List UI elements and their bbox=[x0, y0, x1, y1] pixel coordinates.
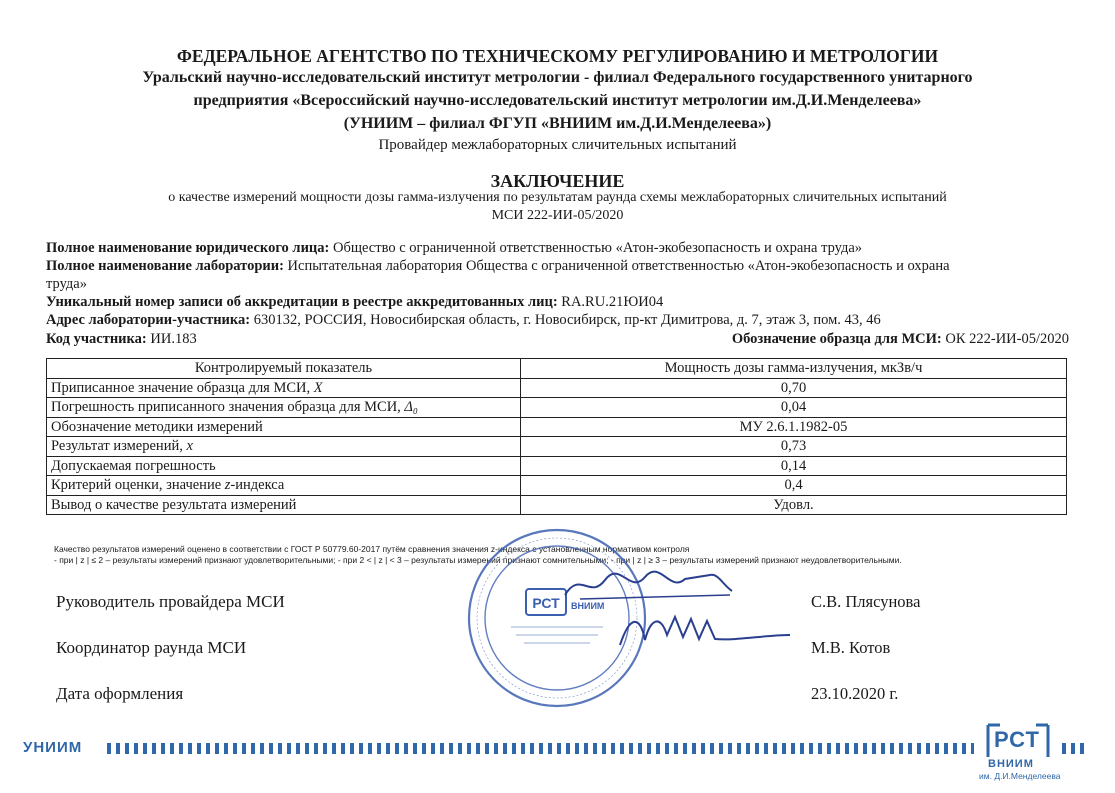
results-table bbox=[46, 358, 1067, 515]
rst-logo: РСТ bbox=[994, 727, 1040, 752]
vniim-logo: ВНИИМ bbox=[988, 758, 1034, 770]
address-line bbox=[46, 312, 881, 329]
row-label-text: Критерий оценки, значение bbox=[51, 477, 225, 494]
row-label bbox=[47, 378, 521, 398]
row-label: Допускаемая погрешность bbox=[47, 456, 521, 476]
head-label: Руководитель провайдера МСИ bbox=[56, 592, 285, 611]
sample-line bbox=[732, 331, 1069, 348]
lab-name-label: Полное наименование лаборатории: bbox=[46, 258, 284, 274]
evaluation-criteria: - при | z | ≤ 2 – результаты измерений признают удовлетворительными; - при 2 < | z | < 3 – результаты измерений признают сомнительными; - при | z | ≥ 3 – результаты измерений признают неудовлетворительными. bbox=[54, 555, 902, 565]
row-value: 0,04 bbox=[521, 398, 1067, 418]
address-label: Адрес лаборатории-участника: bbox=[46, 312, 251, 328]
document-subtitle: о качестве измерений мощности дозы гамма-излучения по результатам раунда схемы межлабораторных сличительных испытаний bbox=[168, 190, 947, 205]
table-row bbox=[47, 437, 1067, 457]
head-name: С.В. Плясунова bbox=[811, 592, 921, 611]
uniim-logo: УНИИМ bbox=[23, 739, 83, 756]
vniim-subtitle: им. Д.И.Менделеева bbox=[979, 771, 1061, 781]
table-header-value: Мощность дозы гамма-излучения, мкЗв/ч bbox=[521, 359, 1067, 379]
row-symbol: z bbox=[224, 477, 231, 494]
table-row bbox=[47, 495, 1067, 515]
row-label: Вывод о качестве результата измерений bbox=[47, 495, 521, 515]
row-label bbox=[47, 476, 521, 496]
institute-line-2: предприятия «Всероссийский научно-исследовательский институт метрологии им.Д.И.Менделеева» bbox=[193, 92, 922, 109]
evaluation-note: Качество результатов измерений оценено в соответствии с ГОСТ Р 50779.60-2017 путём сравнения значения z-индекса с установленным нормативом контроля bbox=[54, 544, 690, 554]
document-title: ЗАКЛЮЧЕНИЕ bbox=[490, 171, 625, 191]
table-header-row bbox=[47, 359, 1067, 379]
row-symbol: Δ₀ bbox=[404, 399, 418, 416]
participant-code-value: ИИ.183 bbox=[150, 331, 197, 347]
accreditation-value: RA.RU.21ЮИ04 bbox=[561, 294, 664, 310]
stamp-center-name: ВНИИМ bbox=[571, 601, 605, 611]
row-label-suffix: -индекса bbox=[230, 477, 285, 494]
legal-name-line bbox=[46, 240, 862, 257]
participant-code-line bbox=[46, 331, 197, 348]
footer-dashes-right bbox=[1062, 743, 1086, 754]
row-value: МУ 2.6.1.1982-05 bbox=[521, 417, 1067, 437]
row-symbol: x bbox=[186, 438, 193, 455]
provider-line: Провайдер межлабораторных сличительных испытаний bbox=[378, 137, 737, 153]
date-value: 23.10.2020 г. bbox=[811, 684, 899, 703]
table-row bbox=[47, 417, 1067, 437]
agency-title: ФЕДЕРАЛЬНОЕ АГЕНТСТВО ПО ТЕХНИЧЕСКОМУ РЕГУЛИРОВАНИЮ И МЕТРОЛОГИИ bbox=[176, 46, 939, 66]
row-value: Удовл. bbox=[521, 495, 1067, 515]
table-row bbox=[47, 476, 1067, 496]
sample-label: Обозначение образца для МСИ: bbox=[731, 331, 942, 347]
sample-value: ОК 222-ИИ-05/2020 bbox=[945, 331, 1069, 347]
lab-name-line bbox=[46, 258, 950, 275]
row-label-text: Приписанное значение образца для МСИ, bbox=[51, 379, 314, 396]
table-header-indicator: Контролируемый показатель bbox=[47, 359, 521, 379]
row-value: 0,73 bbox=[521, 437, 1067, 457]
signature-coordinator bbox=[615, 605, 795, 655]
coordinator-name: М.В. Котов bbox=[811, 638, 891, 657]
row-value: 0,14 bbox=[521, 456, 1067, 476]
accreditation-label: Уникальный номер записи об аккредитации в реестре аккредитованных лиц: bbox=[46, 294, 558, 310]
accreditation-line bbox=[46, 294, 663, 311]
legal-name-label: Полное наименование юридического лица: bbox=[46, 240, 330, 256]
table-row bbox=[47, 456, 1067, 476]
date-label: Дата оформления bbox=[56, 684, 184, 703]
row-label bbox=[47, 398, 521, 418]
coordinator-label: Координатор раунда МСИ bbox=[56, 638, 247, 657]
institute-line-3: (УНИИМ – филиал ФГУП «ВНИИМ им.Д.И.Менделеева») bbox=[343, 115, 772, 132]
row-value: 0,4 bbox=[521, 476, 1067, 496]
row-value: 0,70 bbox=[521, 378, 1067, 398]
table-row bbox=[47, 398, 1067, 418]
footer-dashes bbox=[107, 743, 974, 754]
address-value: 630132, РОССИЯ, Новосибирская область, г. Новосибирск, пр-кт Димитрова, д. 7, этаж 3, пом. 43, 46 bbox=[253, 312, 881, 328]
row-symbol: X bbox=[313, 379, 323, 396]
signature-head bbox=[560, 565, 740, 605]
row-label-text: Погрешность приписанного значения образца для МСИ, bbox=[51, 399, 405, 416]
lab-name-value: Испытательная лаборатория Общества с ограниченной ответственностью «Атон-экобезопасность и охрана bbox=[287, 258, 950, 274]
institute-line-1: Уральский научно-исследовательский институт метрологии - филиал Федерального государственного унитарного bbox=[142, 69, 973, 86]
lab-name-value-cont: труда» bbox=[46, 276, 87, 292]
row-label-text: Результат измерений, bbox=[51, 438, 187, 455]
legal-name-value: Общество с ограниченной ответственностью «Атон-экобезопасность и охрана труда» bbox=[332, 240, 863, 256]
row-label: Обозначение методики измерений bbox=[47, 417, 521, 437]
participant-code-label: Код участника: bbox=[46, 331, 147, 347]
table-row bbox=[47, 378, 1067, 398]
stamp-logo: РСТ bbox=[532, 595, 560, 611]
row-label bbox=[47, 437, 521, 457]
document-code: МСИ 222-ИИ-05/2020 bbox=[491, 208, 624, 223]
